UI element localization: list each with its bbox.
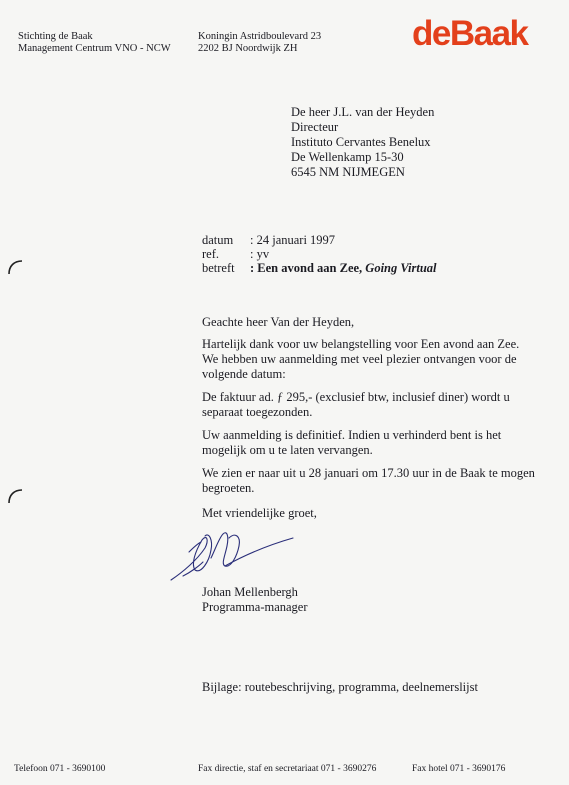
betreft-italic: Going Virtual — [365, 261, 437, 275]
footer-fax-direction: Fax directie, staf en secretariaat 071 - 3690276 — [198, 764, 377, 774]
meta-datum-row — [202, 233, 335, 248]
signer-name: Johan Mellenbergh — [202, 585, 298, 599]
ref-value: : yv — [250, 247, 270, 261]
datum-value: : 24 januari 1997 — [250, 233, 336, 247]
paragraph-1-line: We hebben uw aanmelding met veel plezier ontvangen voor de — [202, 352, 517, 366]
handwritten-signature — [165, 522, 295, 587]
footer-fax-hotel: Fax hotel 071 - 3690176 — [412, 764, 506, 774]
closing — [202, 506, 317, 521]
recipient-street: De Wellenkamp 15-30 — [291, 150, 404, 164]
meta-ref-row — [202, 247, 269, 262]
debaak-logo: deBaak — [412, 14, 528, 53]
binder-hole-mark — [6, 487, 24, 505]
paragraph-4-line: begroeten. — [202, 481, 255, 495]
footer-phone: Telefoon 071 - 3690100 — [14, 764, 106, 774]
paragraph-4 — [202, 466, 535, 496]
recipient-city: 6545 NM NIJMEGEN — [291, 165, 405, 179]
salutation-text: Geachte heer Van der Heyden, — [202, 315, 355, 329]
recipient-organization: Instituto Cervantes Benelux — [291, 135, 431, 149]
meta-betreft-row — [202, 261, 437, 276]
signer-title: Programma-manager — [202, 600, 308, 614]
paragraph-3 — [202, 428, 501, 458]
enclosures-text: Bijlage: routebeschrijving, programma, deelnemerslijst — [202, 680, 478, 694]
signer-block — [202, 585, 308, 615]
datum-label: datum — [202, 233, 234, 247]
betreft-value: : Een avond aan Zee, — [250, 261, 366, 275]
recipient-name: De heer J.L. van der Heyden — [291, 105, 435, 119]
paragraph-3-line: mogelijk om u te laten vervangen. — [202, 443, 373, 457]
paragraph-2 — [202, 390, 510, 420]
closing-text: Met vriendelijke groet, — [202, 506, 317, 520]
recipient-title: Directeur — [291, 120, 339, 134]
paragraph-2-line: De faktuur ad. ƒ 295,- (exclusief btw, inclusief diner) wordt u — [202, 390, 510, 404]
ref-label: ref. — [202, 247, 219, 261]
enclosures — [202, 680, 478, 695]
salutation — [202, 315, 354, 330]
binder-hole-mark — [6, 258, 24, 276]
paragraph-1-line: Hartelijk dank voor uw belangstelling voor Een avond aan Zee. — [202, 337, 520, 351]
paragraph-2-line: separaat toegezonden. — [202, 405, 313, 419]
betreft-label: betreft — [202, 261, 235, 275]
sender-address-line2: 2202 BJ Noordwijk ZH — [198, 43, 298, 54]
paragraph-1-line: volgende datum: — [202, 367, 286, 381]
sender-address-line1: Koningin Astridboulevard 23 — [198, 31, 322, 42]
sender-org-line2: Management Centrum VNO - NCW — [18, 43, 171, 54]
paragraph-4-line: We zien er naar uit u 28 januari om 17.30 uur in de Baak te mogen — [202, 466, 535, 480]
paragraph-1 — [202, 337, 519, 382]
sender-org-line1: Stichting de Baak — [18, 31, 93, 42]
paragraph-3-line: Uw aanmelding is definitief. Indien u verhinderd bent is het — [202, 428, 502, 442]
